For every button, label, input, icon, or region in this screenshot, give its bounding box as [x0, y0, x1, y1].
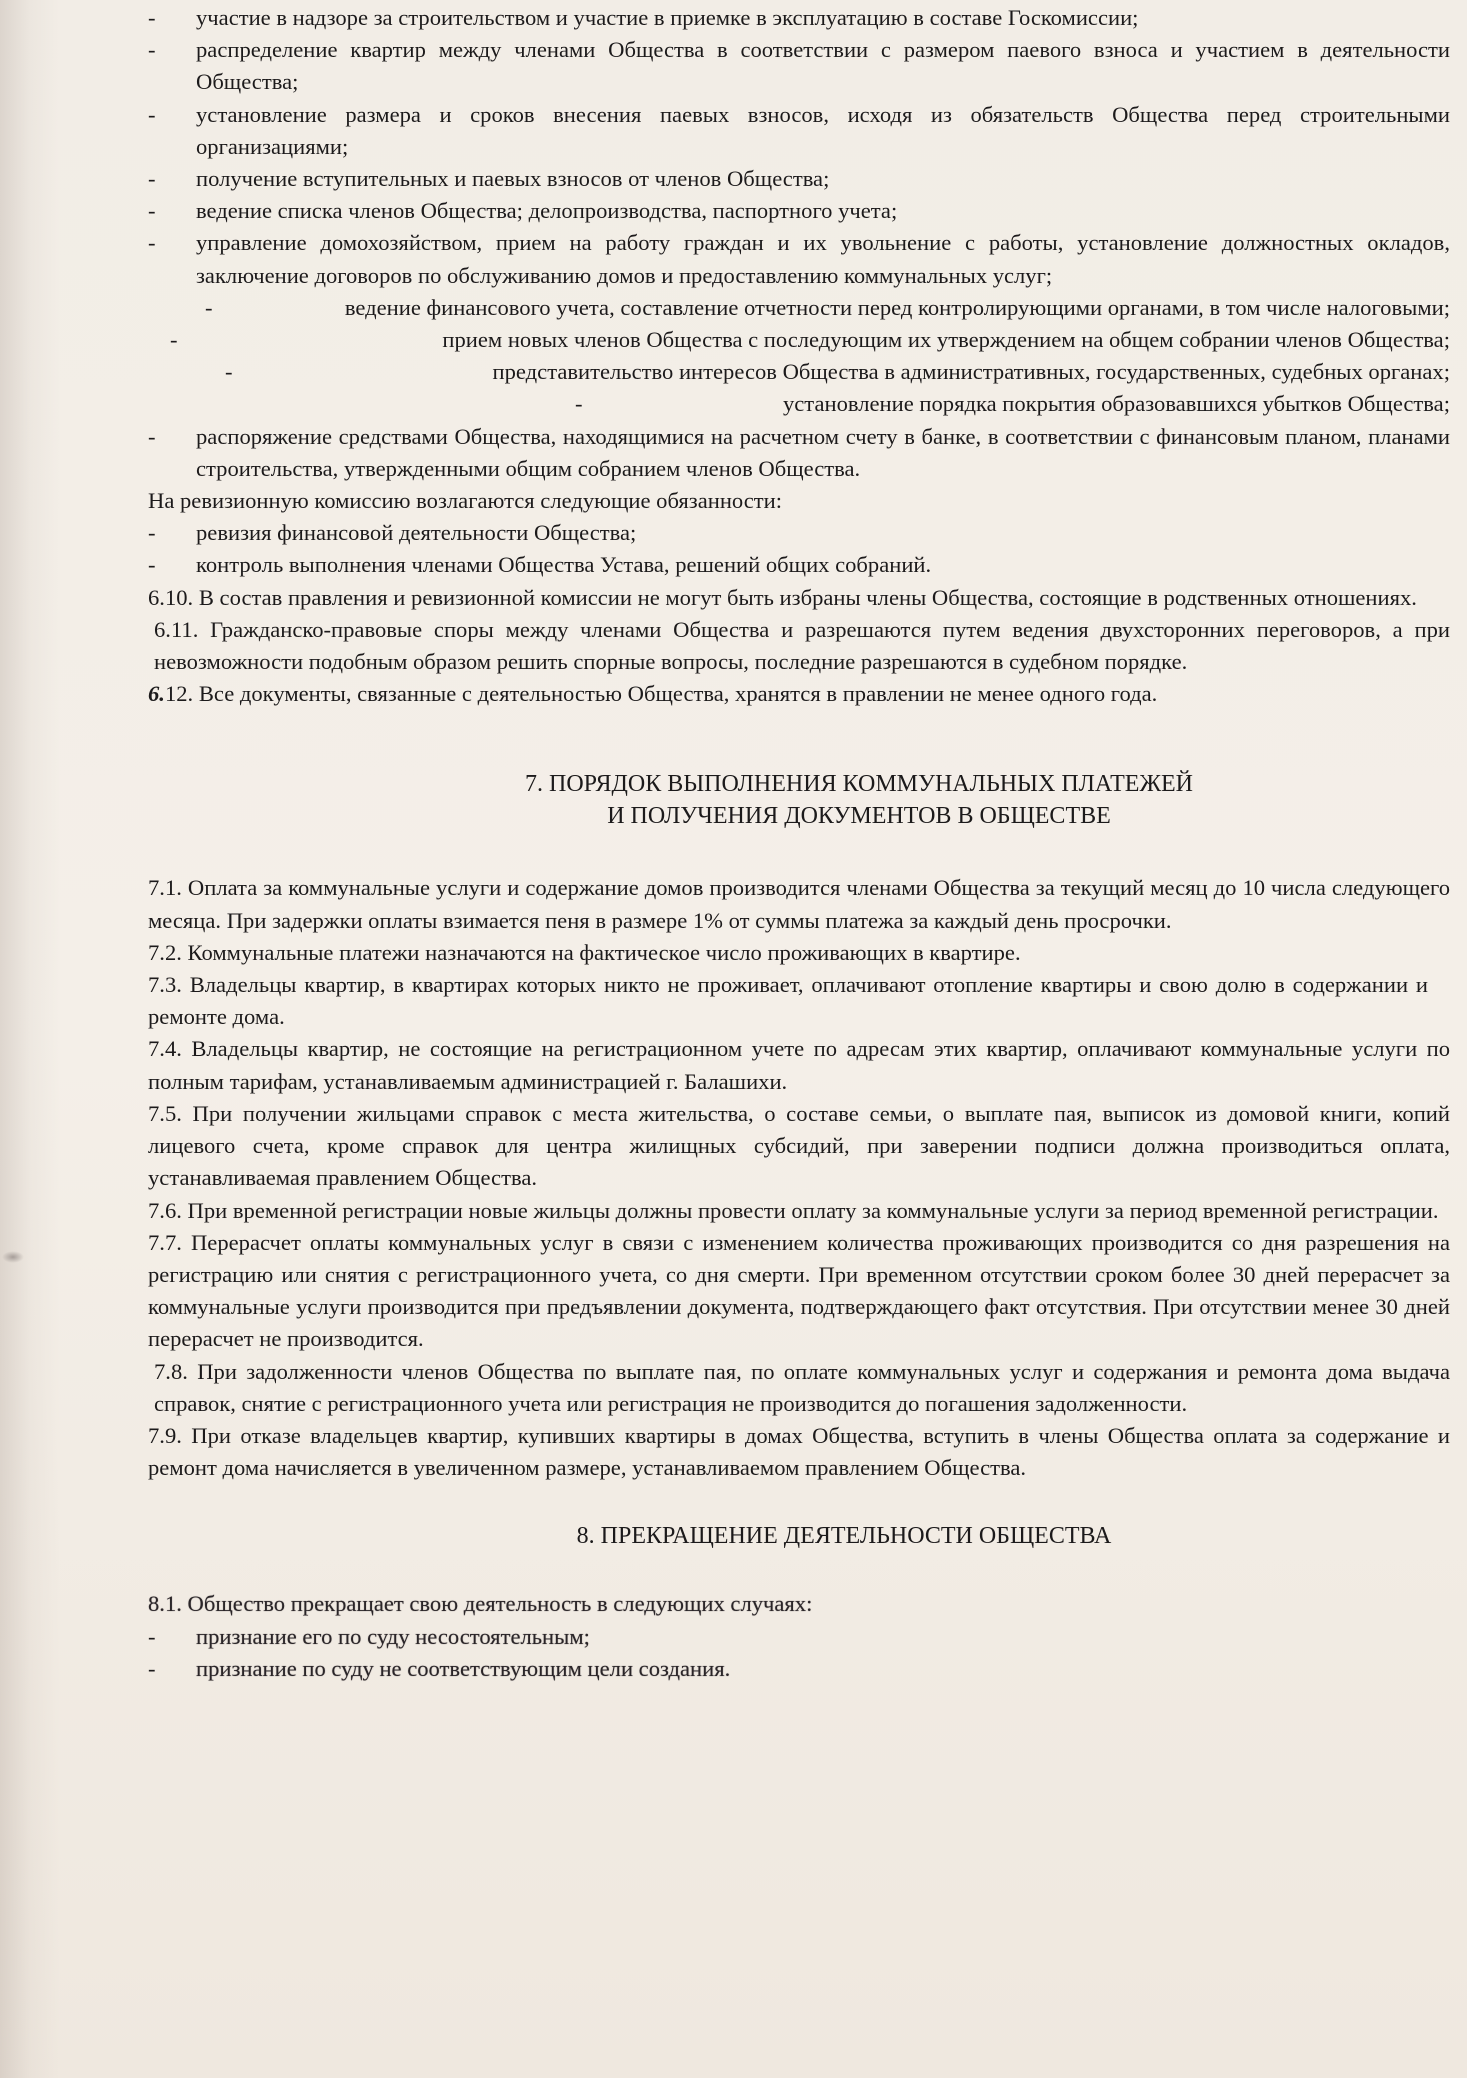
- paragraph-7-4: 7.4. Владельцы квартир, не состоящие на регистрационном учете по адресам этих квартир, оплачивают коммунальные услуги по полным тарифам, устанавливаемым администрацией г. Балашихи.: [148, 1036, 1450, 1094]
- list-item-text: признание по суду не соответствующим цели создания.: [196, 1655, 731, 1681]
- list-item-text: получение вступительных и паевых взносов от членов Общества;: [196, 166, 830, 192]
- list-item-text: признание его по суду несостоятельным;: [196, 1623, 590, 1649]
- document-body: [148, 2, 1450, 1685]
- list-item-text: ведение списка членов Общества; делопроизводства, паспортного учета;: [196, 198, 898, 224]
- scan-smudge: [2, 1251, 24, 1263]
- list-dash: -: [148, 552, 156, 578]
- list-dash: -: [170, 327, 178, 353]
- paragraph-6-12-text: 12. Все документы, связанные с деятельностью Общества, хранятся в правлении не менее одного года.: [164, 681, 1158, 707]
- audit-intro: На ревизионную комиссию возлагаются следующие обязанности:: [148, 488, 783, 514]
- list-item-text: ревизия финансовой деятельности Общества;: [196, 520, 637, 546]
- paragraph-6-12: [148, 678, 1450, 710]
- list-item: [148, 1621, 1450, 1653]
- list-item: [148, 388, 1450, 420]
- list-dash: -: [148, 230, 156, 256]
- list-item: [148, 549, 1450, 581]
- section-7-title-line-2: И ПОЛУЧЕНИЯ ДОКУМЕНТОВ В ОБЩЕСТВЕ: [607, 803, 1111, 830]
- list-item-text: прием новых членов Общества с последующим их утверждением на общем собрании членов Общества;: [442, 327, 1450, 353]
- paragraph-7-9: 7.9. При отказе владельцев квартир, купивших квартиры в домах Общества, вступить в члены Общества оплата за содержание и ремонт дома начисляется в увеличенном размере, устанавливаемом правлением Общества.: [148, 1422, 1450, 1481]
- list-item: [148, 2, 1450, 34]
- list-item-text: распределение квартир между членами Общества в соответствии с размером паевого взноса и участием в деятельности Общества;: [196, 37, 1450, 95]
- section-8-heading: 8. ПРЕКРАЩЕНИЕ ДЕЯТЕЛЬНОСТИ ОБЩЕСТВА: [576, 1523, 1112, 1550]
- list-item-text: распоряжение средствами Общества, находящимися на расчетном счету в банке, в соответствии с финансовым планом, планами строительства, утвержденными общим собранием членов Общества.: [196, 423, 1450, 481]
- list-item: [148, 356, 1450, 388]
- paragraph-7-5: 7.5. При получении жильцами справок с места жительства, о составе семьи, о выплате пая, выписок из домовой книги, копий лицевого счета, кроме справок для центра жилищных субсидий, при заверении подписи должна производиться оплата, устанавливаемая правлением Общества.: [148, 1100, 1450, 1191]
- list-dash: -: [148, 37, 156, 63]
- list-item: [148, 1653, 1450, 1685]
- list-dash: -: [148, 1655, 156, 1681]
- list-item-text: контроль выполнения членами Общества Устава, решений общих собраний.: [196, 552, 932, 578]
- paragraph-7-6: 7.6. При временной регистрации новые жильцы должны провести оплату за коммунальные услуги за период временной регистрации.: [148, 1197, 1439, 1223]
- list-dash: -: [225, 359, 233, 385]
- paragraph-7-8: 7.8. При задолженности членов Общества по выплате пая, по оплате коммунальных услуг и содержания и ремонта дома выдача справок, снятие с регистрационного учета или регистрация не производится до погашения задолженности.: [154, 1358, 1450, 1416]
- list-item: [148, 292, 1450, 324]
- list-item: [148, 34, 1450, 98]
- list-item: [148, 324, 1450, 356]
- list-item: [148, 99, 1450, 163]
- list-item-text: управление домохозяйством, прием на работу граждан и их увольнение с работы, установление должностных окладов, заключение договоров по обслуживанию домов и предоставлению коммунальных услуг;: [196, 230, 1450, 288]
- list-dash: -: [205, 294, 213, 320]
- paragraph-7-2: 7.2. Коммунальные платежи назначаются на фактическое число проживающих в квартире.: [148, 939, 1021, 965]
- paragraph-7-3: 7.3. Владельцы квартир, в квартирах которых никто не проживает, оплачивают отопление квартиры и свою долю в содержании и ремонте дома.: [148, 972, 1428, 1030]
- paragraph-6-11: 6.11. Гражданско-правовые споры между членами Общества и разрешаются путем ведения двухсторонних переговоров, а при невозможности подобным образом решить спорные вопросы, последние разрешаются в судебном порядке.: [154, 616, 1450, 675]
- list-dash: -: [575, 391, 583, 417]
- paragraph-6-10: 6.10. В состав правления и ревизионной комиссии не могут быть избраны члены Общества, состоящие в родственных отношениях.: [148, 584, 1417, 610]
- list-item: [148, 227, 1450, 291]
- section-7-heading: [148, 768, 1450, 832]
- paragraph-7-7: 7.7. Перерасчет оплаты коммунальных услуг в связи с изменением количества проживающих производится со дня разрешения на регистрацию или снятия с регистрационного учета, со дня смерти. При временном отсутствии сроком более 30 дней перерасчет за коммунальные услуги производится при предъявлении документа, подтверждающего факт отсутствия. При отсутствии менее 30 дней перерасчет не производится.: [148, 1229, 1450, 1352]
- list-item-text: установление порядка покрытия образовавшихся убытков Общества;: [782, 391, 1450, 417]
- list-item-text: представительство интересов Общества в административных, государственных, судебных органах;: [492, 359, 1450, 385]
- list-item-text: установление размера и сроков внесения паевых взносов, исходя из обязательств Общества перед строительными организациями;: [196, 101, 1450, 159]
- paragraph-6-12-number: 6.: [148, 681, 165, 707]
- list-dash: -: [148, 166, 156, 192]
- list-dash: -: [148, 5, 156, 30]
- list-item-text: ведение финансового учета, составление отчетности перед контролирующими органами, в том числе налоговыми;: [344, 294, 1450, 320]
- list-dash: -: [148, 520, 156, 546]
- list-dash: -: [148, 423, 156, 449]
- list-dash: -: [148, 198, 156, 224]
- list-item: [148, 421, 1450, 485]
- paragraph-8-1: 8.1. Общество прекращает свою деятельность в следующих случаях:: [148, 1591, 813, 1617]
- paragraph-7-1: 7.1. Оплата за коммунальные услуги и содержание домов производится членами Общества за текущий месяц до 10 числа следующего месяца. При задержки оплаты взимается пеня в размере 1% от суммы платежа за каждый день просрочки.: [148, 875, 1450, 933]
- list-item-text: участие в надзоре за строительством и участие в приемке в эксплуатацию в составе Госкомиссии;: [196, 5, 1139, 30]
- list-dash: -: [148, 1623, 156, 1649]
- list-item: [148, 163, 1450, 195]
- list-dash: -: [148, 101, 156, 127]
- list-item: [148, 195, 1450, 227]
- section-7-title-line-1: 7. ПОРЯДОК ВЫПОЛНЕНИЯ КОММУНАЛЬНЫХ ПЛАТЕЖЕЙ: [525, 771, 1193, 798]
- list-item: [148, 517, 1450, 549]
